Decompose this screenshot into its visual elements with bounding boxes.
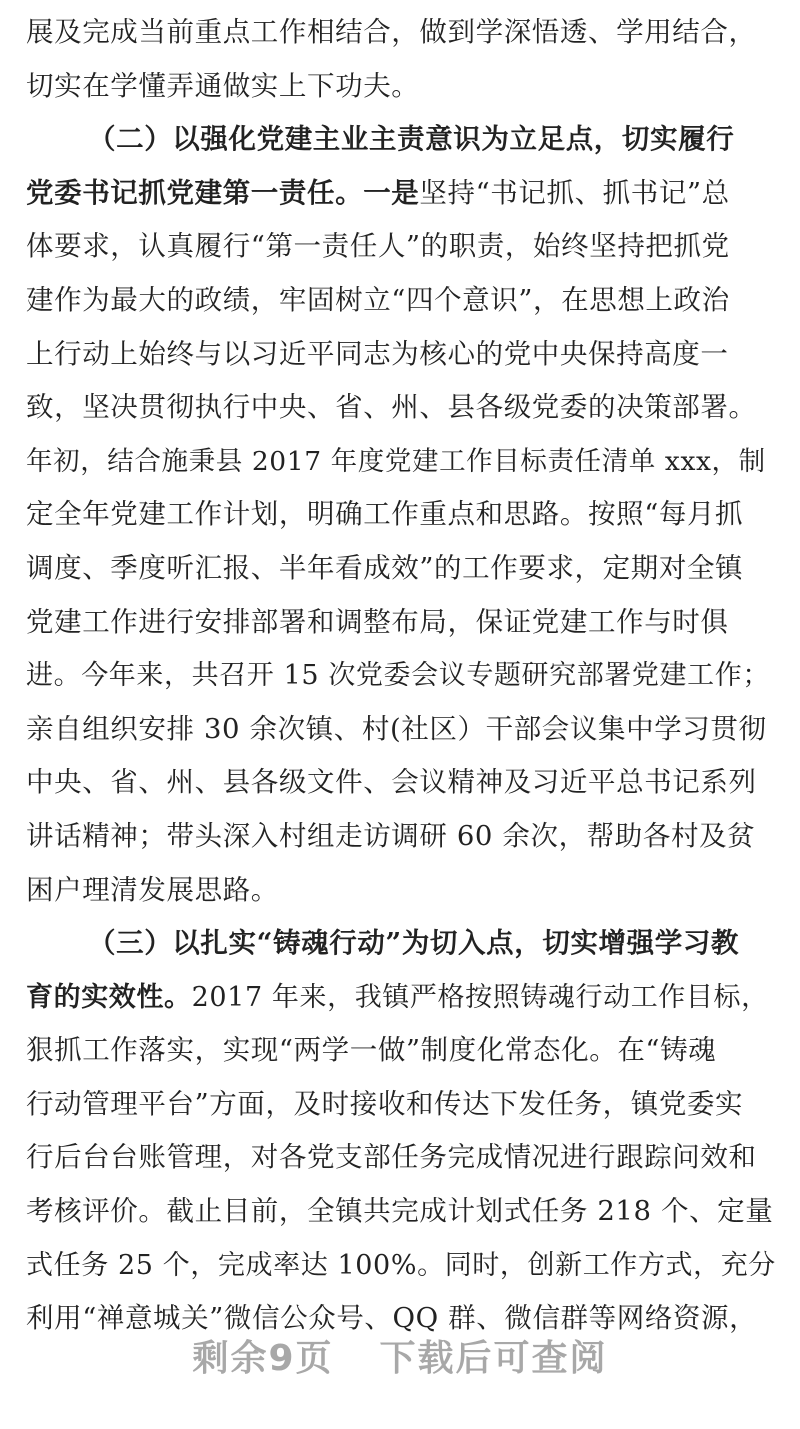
text-line [26,1239,778,1293]
text-line [26,649,778,703]
text-segment: 进。今年来，共召开 15 次党委会议专题研究部署党建工作； [26,660,770,692]
text-segment: 年初，结合施秉县 2017 年度党建工作目标责任清单 xxx，制 [26,445,766,477]
text-segment: 上行动上始终与以习近平同志为核心的党中央保持高度一 [26,337,729,370]
text-line [26,1131,778,1185]
text-line [26,1185,778,1239]
text-segment: 行动管理平台”方面，及时接收和传达下发任务，镇党委实 [26,1087,744,1120]
text-line [26,1024,778,1078]
text-segment: 2017 年来，我镇严格按照铸魂行动工作目标， [191,981,769,1013]
text-line [26,488,778,542]
text-segment: 考核评价。截止目前，全镇共完成计划式任务 218 个、定量 [26,1195,774,1228]
text-line [26,6,778,60]
text-line [26,542,778,596]
text-segment: 切实在学懂弄通做实上下功夫。 [26,69,420,102]
text-segment: 展及完成当前重点工作相结合，做到学深悟透、学用结合， [26,16,757,48]
text-line [26,167,778,221]
document-body [26,6,778,1346]
text-line [26,1078,778,1132]
text-segment: 困户理清发展思路。 [26,873,279,906]
remaining-pages-label: 剩余9页 [192,1338,334,1379]
text-segment: 党建工作进行安排部署和调整布局，保证党建工作与时俱 [26,605,729,638]
text-segment: 建作为最大的政绩，牢固树立“四个意识”，在思想上政治 [26,283,730,316]
download-prompt-label: 下载后可查阅 [379,1338,608,1379]
text-segment: 定全年党建工作计划，明确工作重点和思路。按照“每月抓 [26,498,744,531]
text-line [26,596,778,650]
text-line [26,435,778,489]
text-line [26,971,778,1025]
text-segment: 体要求，认真履行“第一责任人”的职责，始终坚持把抓党 [26,230,730,263]
text-line [26,113,778,167]
text-line [26,756,778,810]
text-segment: 利用“禅意城关”微信公众号、QQ 群、微信群等网络资源， [26,1302,758,1335]
text-line [26,917,778,971]
text-segment: 致，坚决贯彻执行中央、省、州、县各级党委的决策部署。 [26,391,757,424]
text-segment: 式任务 25 个，完成率达 100%。同时，创新工作方式，充分 [26,1249,776,1281]
text-line [26,864,778,918]
bold-text-segment: 育的实效性。 [26,981,192,1013]
bold-text-segment: 党委书记抓党建第一责任。一是 [26,176,420,209]
text-segment: 亲自组织安排 30 余次镇、村(社区）干部会议集中学习贯彻 [26,712,767,745]
text-line [26,220,778,274]
text-line [26,810,778,864]
text-segment: 中央、省、州、县各级文件、会议精神及习近平总书记系列 [26,766,757,799]
bold-text-segment: （二）以强化党建主业主责意识为立足点，切实履行 [88,123,735,156]
text-segment: 坚持“书记抓、抓书记”总 [419,176,730,209]
text-segment: 狠抓工作落实，实现“两学一做”制度化常态化。在“铸魂 [26,1034,717,1067]
text-line [26,703,778,757]
text-line [26,274,778,328]
text-segment: 行后台台账管理，对各党支部任务完成情况进行跟踪问效和 [26,1141,757,1174]
text-segment: 调度、季度听汇报、半年看成效”的工作要求，定期对全镇 [26,551,744,584]
text-segment: 讲话精神；带头深入村组走访调研 60 余次，帮助各村及贫 [26,819,756,852]
text-line [26,328,778,382]
text-line [26,381,778,435]
text-line [26,60,778,114]
bold-text-segment: （三）以扎实“铸魂行动”为切入点，切实增强学习教 [88,927,740,960]
download-banner[interactable] [0,1330,800,1381]
